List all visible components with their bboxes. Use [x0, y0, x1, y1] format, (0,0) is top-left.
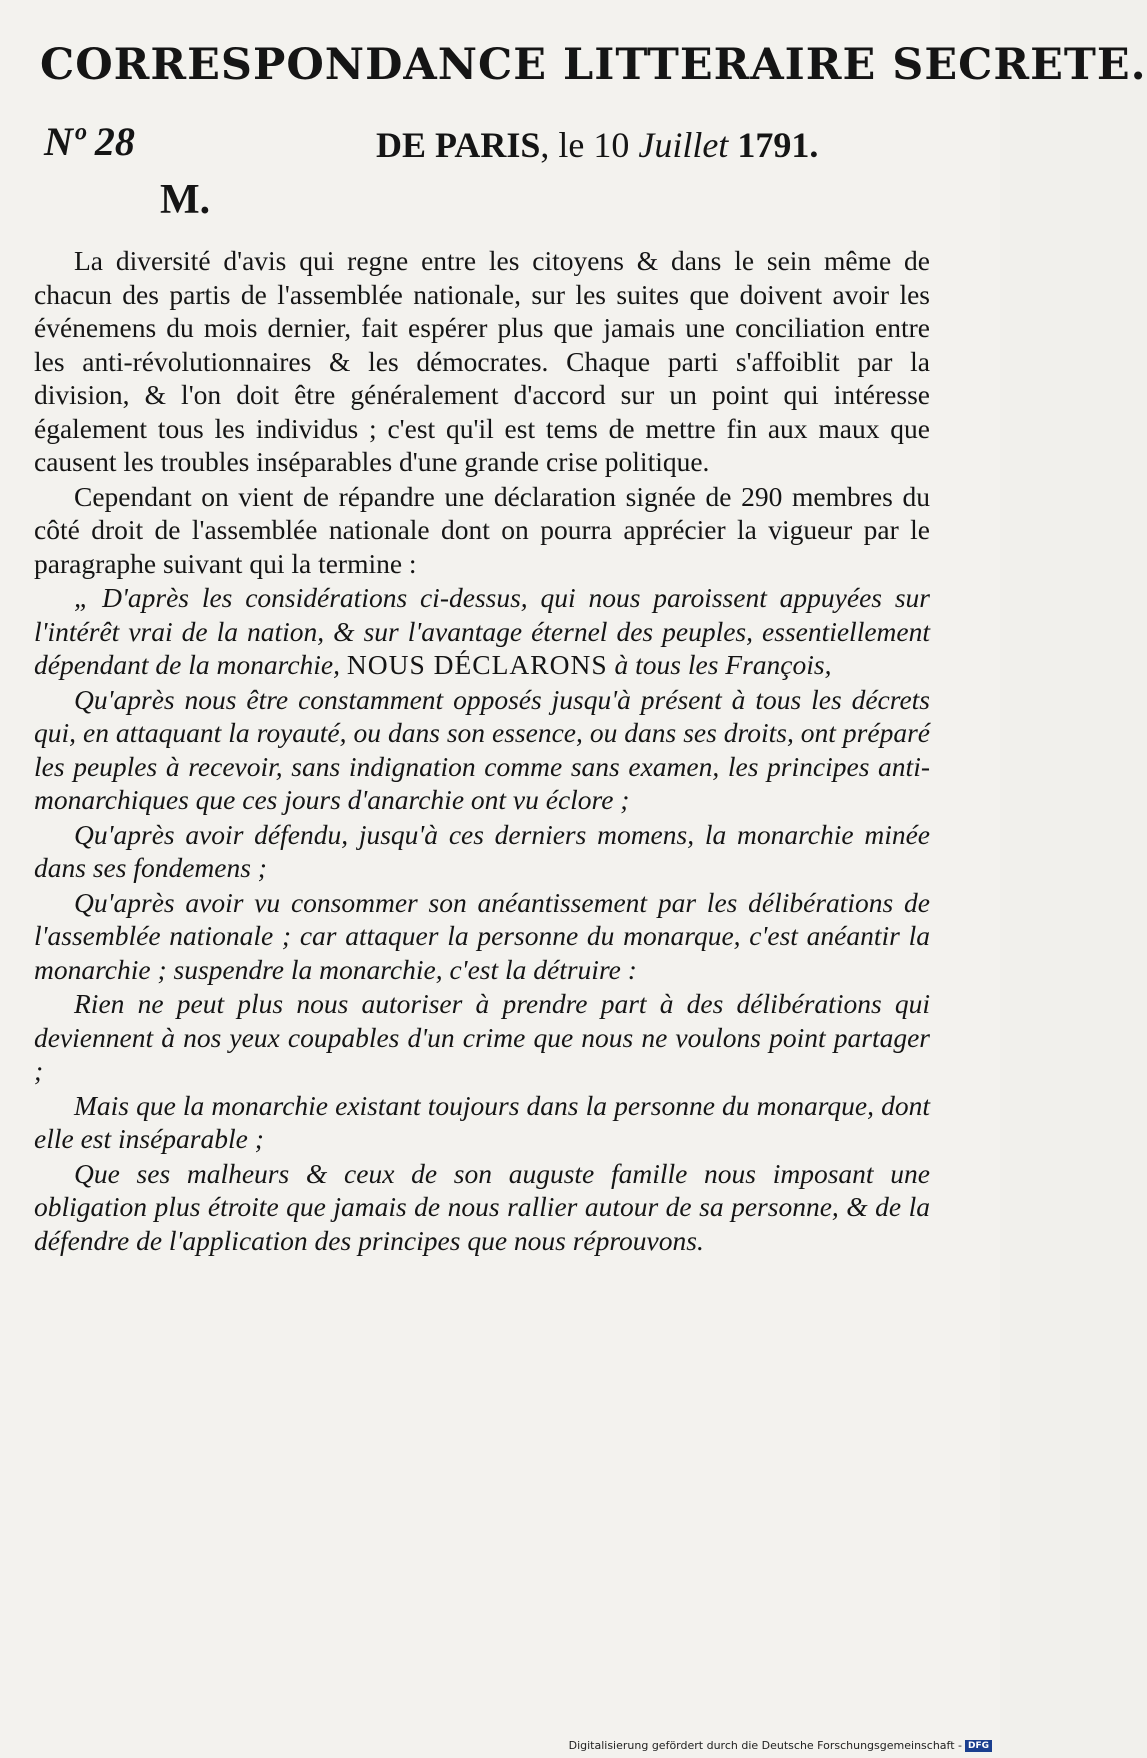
dateline-year: 1791.	[737, 125, 819, 165]
quote-caps: NOUS DÉCLARONS	[346, 649, 608, 680]
paragraph: La diversité d'avis qui regne entre les citoyens & dans le sein même de chacun des partis de l'assemblée nationale, sur les suites que doivent avoir les événemens du mois dernier, fait espérer plus que jamais une conciliation entre les anti-révolutionnaires & les démocrates. Chaque parti s'affoiblit par la division, & l'on doit être généralement d'accord sur un point qui intéresse également tous les individus ; c'est qu'il est tems de mettre fin aux maux que causent les troubles inséparables d'une grande crise politique.	[34, 245, 930, 477]
quoted-paragraph: Qu'après avoir défendu, jusqu'à ces derniers momens, la monarchie minée dans ses fondemens ;	[34, 818, 930, 883]
issue-number: Nº 28	[44, 119, 135, 164]
quoted-paragraph: Qu'après nous être constamment opposés jusqu'à présent à tous les décrets qui, en attaquant la royauté, ou dans son essence, ou dans ses droits, ont préparé les peuples à recevoir, sans indignation comme sans examen, les principes anti-monarchiques que ces jours d'anarchie ont vu éclore ;	[34, 683, 930, 815]
dateline	[376, 124, 818, 166]
letter-body	[34, 244, 930, 1258]
dfg-logo: DFG	[965, 1740, 992, 1752]
masthead-title: CORRESPONDANCE LITTERAIRE SECRETE.	[40, 40, 1147, 90]
quoted-paragraph: Qu'après avoir vu consommer son anéantissement par les délibérations de l'assemblée nationale ; car attaquer la personne du monarque, c'est anéantir la monarchie ; suspendre la monarchie, c'est la détruire :	[34, 886, 930, 985]
quoted-paragraph: Que ses malheurs & ceux de son auguste famille nous imposant une obligation plus étroite que jamais de nous rallier autour de sa personne, & de la défendre de l'application des principes que nous réprouvons.	[34, 1157, 930, 1256]
dateline-day: , le 10	[540, 125, 630, 165]
quoted-paragraph: Mais que la monarchie existant toujours dans la personne du monarque, dont elle est inséparable ;	[34, 1089, 930, 1154]
salutation: M.	[160, 177, 211, 223]
credit-text: Digitalisierung gefördert durch die Deutsche Forschungsgemeinschaft -	[568, 1739, 962, 1752]
digitization-credit	[569, 1739, 992, 1752]
dateline-place: DE PARIS	[376, 125, 541, 165]
dateline-month: Juillet	[638, 125, 729, 165]
quote-text: à tous les François,	[614, 649, 832, 680]
quoted-declaration-opening	[34, 581, 930, 682]
paragraph: Cependant on vient de répandre une déclaration signée de 290 membres du côté droit de l'assemblée nationale dont on pourra apprécier la vigueur par le paragraphe suivant qui la termine :	[34, 480, 930, 579]
quote-text: „ D'après les considérations ci-dessus, qui nous paroissent appuyées sur l'intérêt vrai de la nation, & sur l'avantage éternel des peuples, essentiellement dépendant de la monarchie,	[34, 582, 930, 680]
quoted-paragraph: Rien ne peut plus nous autoriser à prendre part à des délibérations qui deviennent à nos yeux coupables d'un crime que nous ne voulons point partager ;	[34, 988, 930, 1086]
